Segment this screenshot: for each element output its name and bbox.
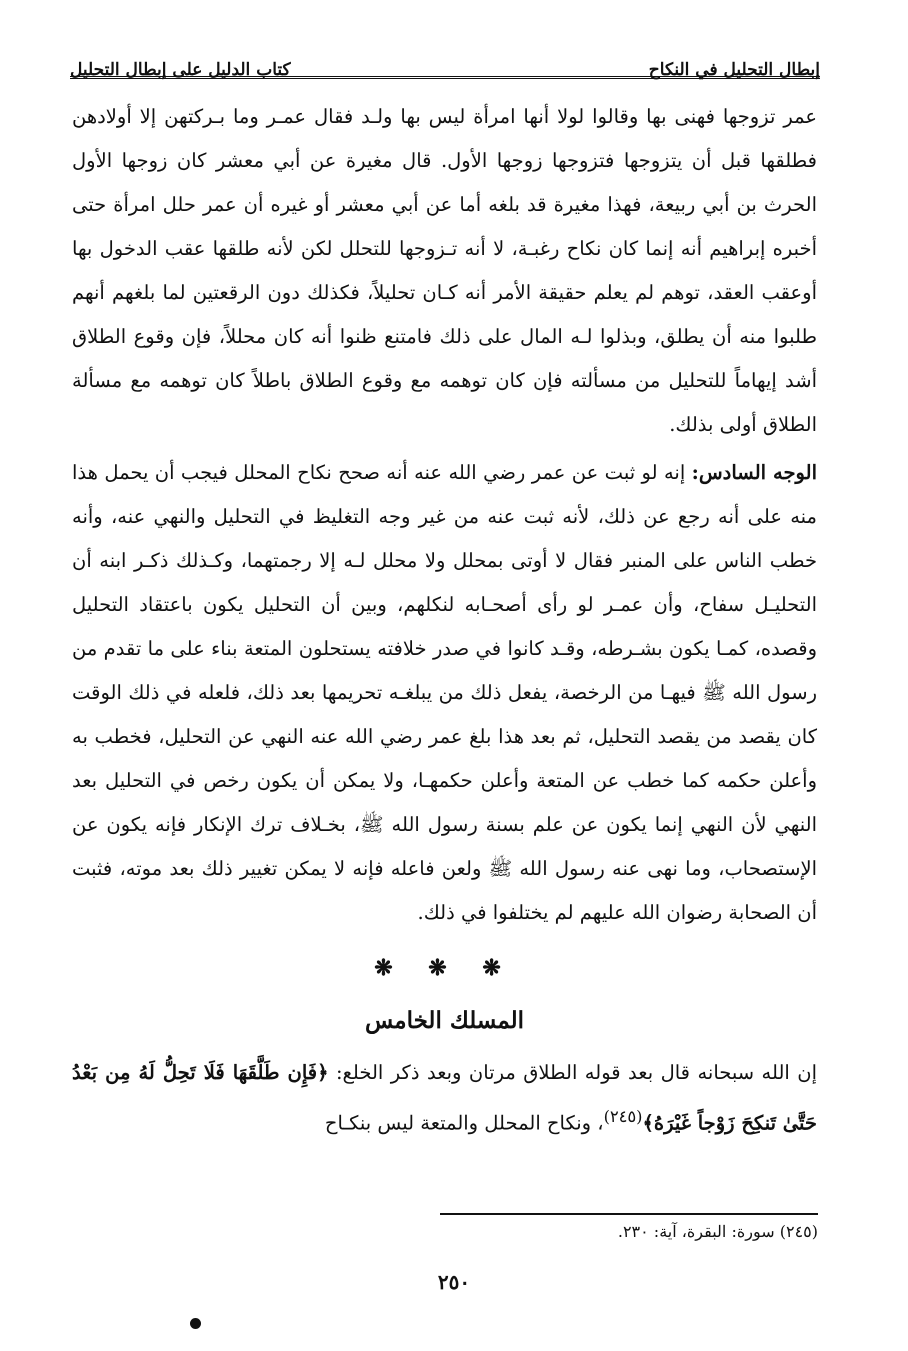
- running-head: [70, 40, 820, 80]
- paragraph-2: [72, 451, 817, 935]
- footnote-rule: [440, 1213, 818, 1215]
- footnote: (٢٤٥) سورة: البقرة، آية: ٢٣٠.: [617, 1222, 818, 1241]
- paragraph-2-label: الوجه السادس:: [691, 461, 817, 484]
- main-text: [72, 95, 817, 1146]
- header-left-title: كتاب الدليل على إبطال التحليل: [70, 60, 291, 80]
- section-title: المسلك الخامس: [364, 1007, 525, 1034]
- paragraph-2-body: إنه لو ثبت عن عمر رضي الله عنه أنه صحح نكاح المحلل فيجب أن يحمل هذا منه على أنه رجع عن ذلك، لأنه ثبت عنه من غير وجه التغليظ في التحليل والنهي عنه، وأنه خطب الناس على المنبر فقال لا أوتى بمحلل ولا محلل لـه إلا رجمتهما، وكـذلك ذكـر ابنه أن التحليـل سفاح، وأن عمـر لو رأى أصحـابه لنكلهم، وبين أن التحليل يكون باعتقاد التحليل وقصده، كمـا يكون بشـرطه، وقـد كانوا في صدر خلافته يستحلون المتعة بناء على ما تقدم من رسول الله ﷺ فيهـا من الرخصة، يفعل ذلك من يبلغـه تحريمها بعد ذلك، فلعله في ذلك الوقت كان يقصد من يقصد التحليل، ثم بعد هذا بلغ عمر رضي الله عنه النهي عن التحليل، فخطب به وأعلن حكمه كما خطب عن المتعة وأعلن حكمهـا، ولا يمكن أن يكون رخص في التحليل بعد النهي لأن النهي إنما يكون عن علم بسنة رسول الله ﷺ، بخـلاف ترك الإنكار فإنه يكون عن الإستصحاب، وما نهى عنه رسول الله ﷺ ولعن فاعله فإنه لا يمكن تغيير ذلك بعد موته، فثبت أن الصحابة رضوان الله عليهم لم يختلفوا في ذلك.: [72, 461, 817, 924]
- paragraph-3-intro: إن الله سبحانه قال بعد قوله الطلاق مرتان وبعد ذكر الخلع:: [328, 1061, 817, 1084]
- page-number: ٢٥٠: [437, 1270, 471, 1294]
- section-separator: ❋ ❋ ❋: [374, 955, 515, 981]
- quran-verse: ﴿فَإِن طَلَّقَهَا فَلَا تَحِلُّ لَهُ مِن بَعْدُ حَتَّىٰ تَنكِحَ زَوْجاً غَيْرَهُ﴾: [72, 1061, 817, 1135]
- footnote-reference[interactable]: (٢٤٥): [603, 1107, 643, 1126]
- paragraph-3: [72, 1051, 817, 1146]
- bullet-dot-icon: [190, 1318, 201, 1329]
- paragraph-1: عمر تزوجها فهنى بها وقالوا لولا أنها امرأة ليس بها ولـد فقال عمـر وما بـركتهن إلا أولادهن فطلقها قبل أن يتزوجها فتزوجها زوجها الأول. قال مغيرة عن أبي معشر كان زوجها الأول الحرث بن أبي ربيعة، فهذا مغيرة قد بلغه أما عن أبي معشر أو غيره أن عمر حلل امرأة حتى أخبره إبراهيم أنه إنما كان نكاح رغبـة، لا أنه تـزوجها للتحلل لكن لأنه طلقها عقب الدخول بها أوعقب العقد، توهم لم يعلم حقيقة الأمر أنه كـان تحليلاً، فكذلك دون الرقعتين لما بلغهم أنهم طلبوا منه أن يطلق، وبذلوا لـه المال على ذلك فامتنع ظنوا أنه كان محللاً، فإن وقوع الطلاق أشد إيهاماً للتحليل من مسألته فإن كان توهمه مع وقوع الطلاق باطلاً كان توهمه مع مسألة الطلاق أولى بذلك.: [72, 105, 817, 436]
- header-rule: [70, 76, 820, 79]
- header-right-title: إبطال التحليل في النكاح: [648, 60, 820, 80]
- paragraph-3-rest: ، ونكاح المحلل والمتعة ليس بنكـاح: [324, 1111, 604, 1135]
